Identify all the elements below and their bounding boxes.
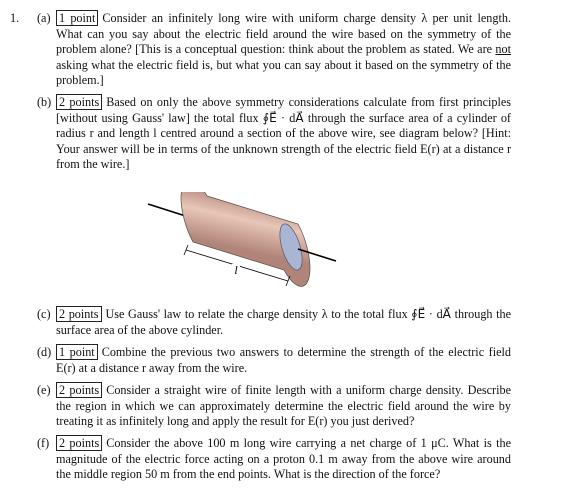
- points-box: 2 points: [56, 306, 102, 322]
- cylinder-diagram: [140, 192, 340, 297]
- part-label: (c): [37, 307, 51, 321]
- points-box: 2 points: [56, 435, 102, 451]
- part-text: 2 points Consider the above 100 m long wire carrying a net charge of 1 μC. What is the magnitude of the electric force acting on a proton 0.1 m away from the above wire around the middle region 50 m from the end points. What is the direction of the force?: [56, 436, 511, 482]
- part-label: (b): [37, 95, 52, 109]
- part-text: 2 points Consider a straight wire of finite length with a uniform charge density. Describe the region in which we can approximately determine the electric field around the wire by treating it as infinitely long and apply the result for E(r) you just derived?: [56, 383, 511, 429]
- part-label: (f): [37, 436, 50, 450]
- dimension-tick-right: [286, 276, 290, 286]
- part-label: (a): [37, 11, 51, 25]
- part-label: (d): [37, 345, 52, 359]
- points-box: 2 points: [56, 382, 102, 398]
- part-text: 1 point Combine the previous two answers to determine the strength of the electric field E(r) at a distance r away from the wire.: [56, 345, 511, 375]
- emphasis-not: not: [495, 42, 511, 57]
- question-number: 1.: [10, 11, 20, 25]
- dimension-tick-left: [184, 245, 188, 255]
- part-text: 1 point Consider an infinitely long wire with uniform charge density λ per unit length. What can you say about the electric field around the wire based on the symmetry of the problem alone? [This is a conceptual question: think about the problem as stated. We are not asking what the electric field is, but what you can say about it based on the symmetry of the problem.]: [56, 11, 511, 88]
- points-box: 1 point: [56, 10, 98, 26]
- part-text: 2 points Use Gauss' law to relate the charge density λ to the total flux ∮E⃗ · dA⃗ through the surface area of the above cylinder.: [56, 307, 512, 337]
- part-text: 2 points Based on only the above symmetry considerations calculate from first principles [without using Gauss' law] the total flux ∮E⃗ · dA⃗ through the surface area of a cylinder of radius r and length l centred around a section of the above wire, see diagram below? [Hint: Your answer will be in terms of the unknown strength of the electric field E(r) at a distance r from the wire.]: [56, 95, 511, 172]
- length-label: l: [234, 263, 238, 277]
- points-box: 1 point: [56, 344, 98, 360]
- part-label: (e): [37, 383, 51, 397]
- points-box: 2 points: [56, 94, 102, 110]
